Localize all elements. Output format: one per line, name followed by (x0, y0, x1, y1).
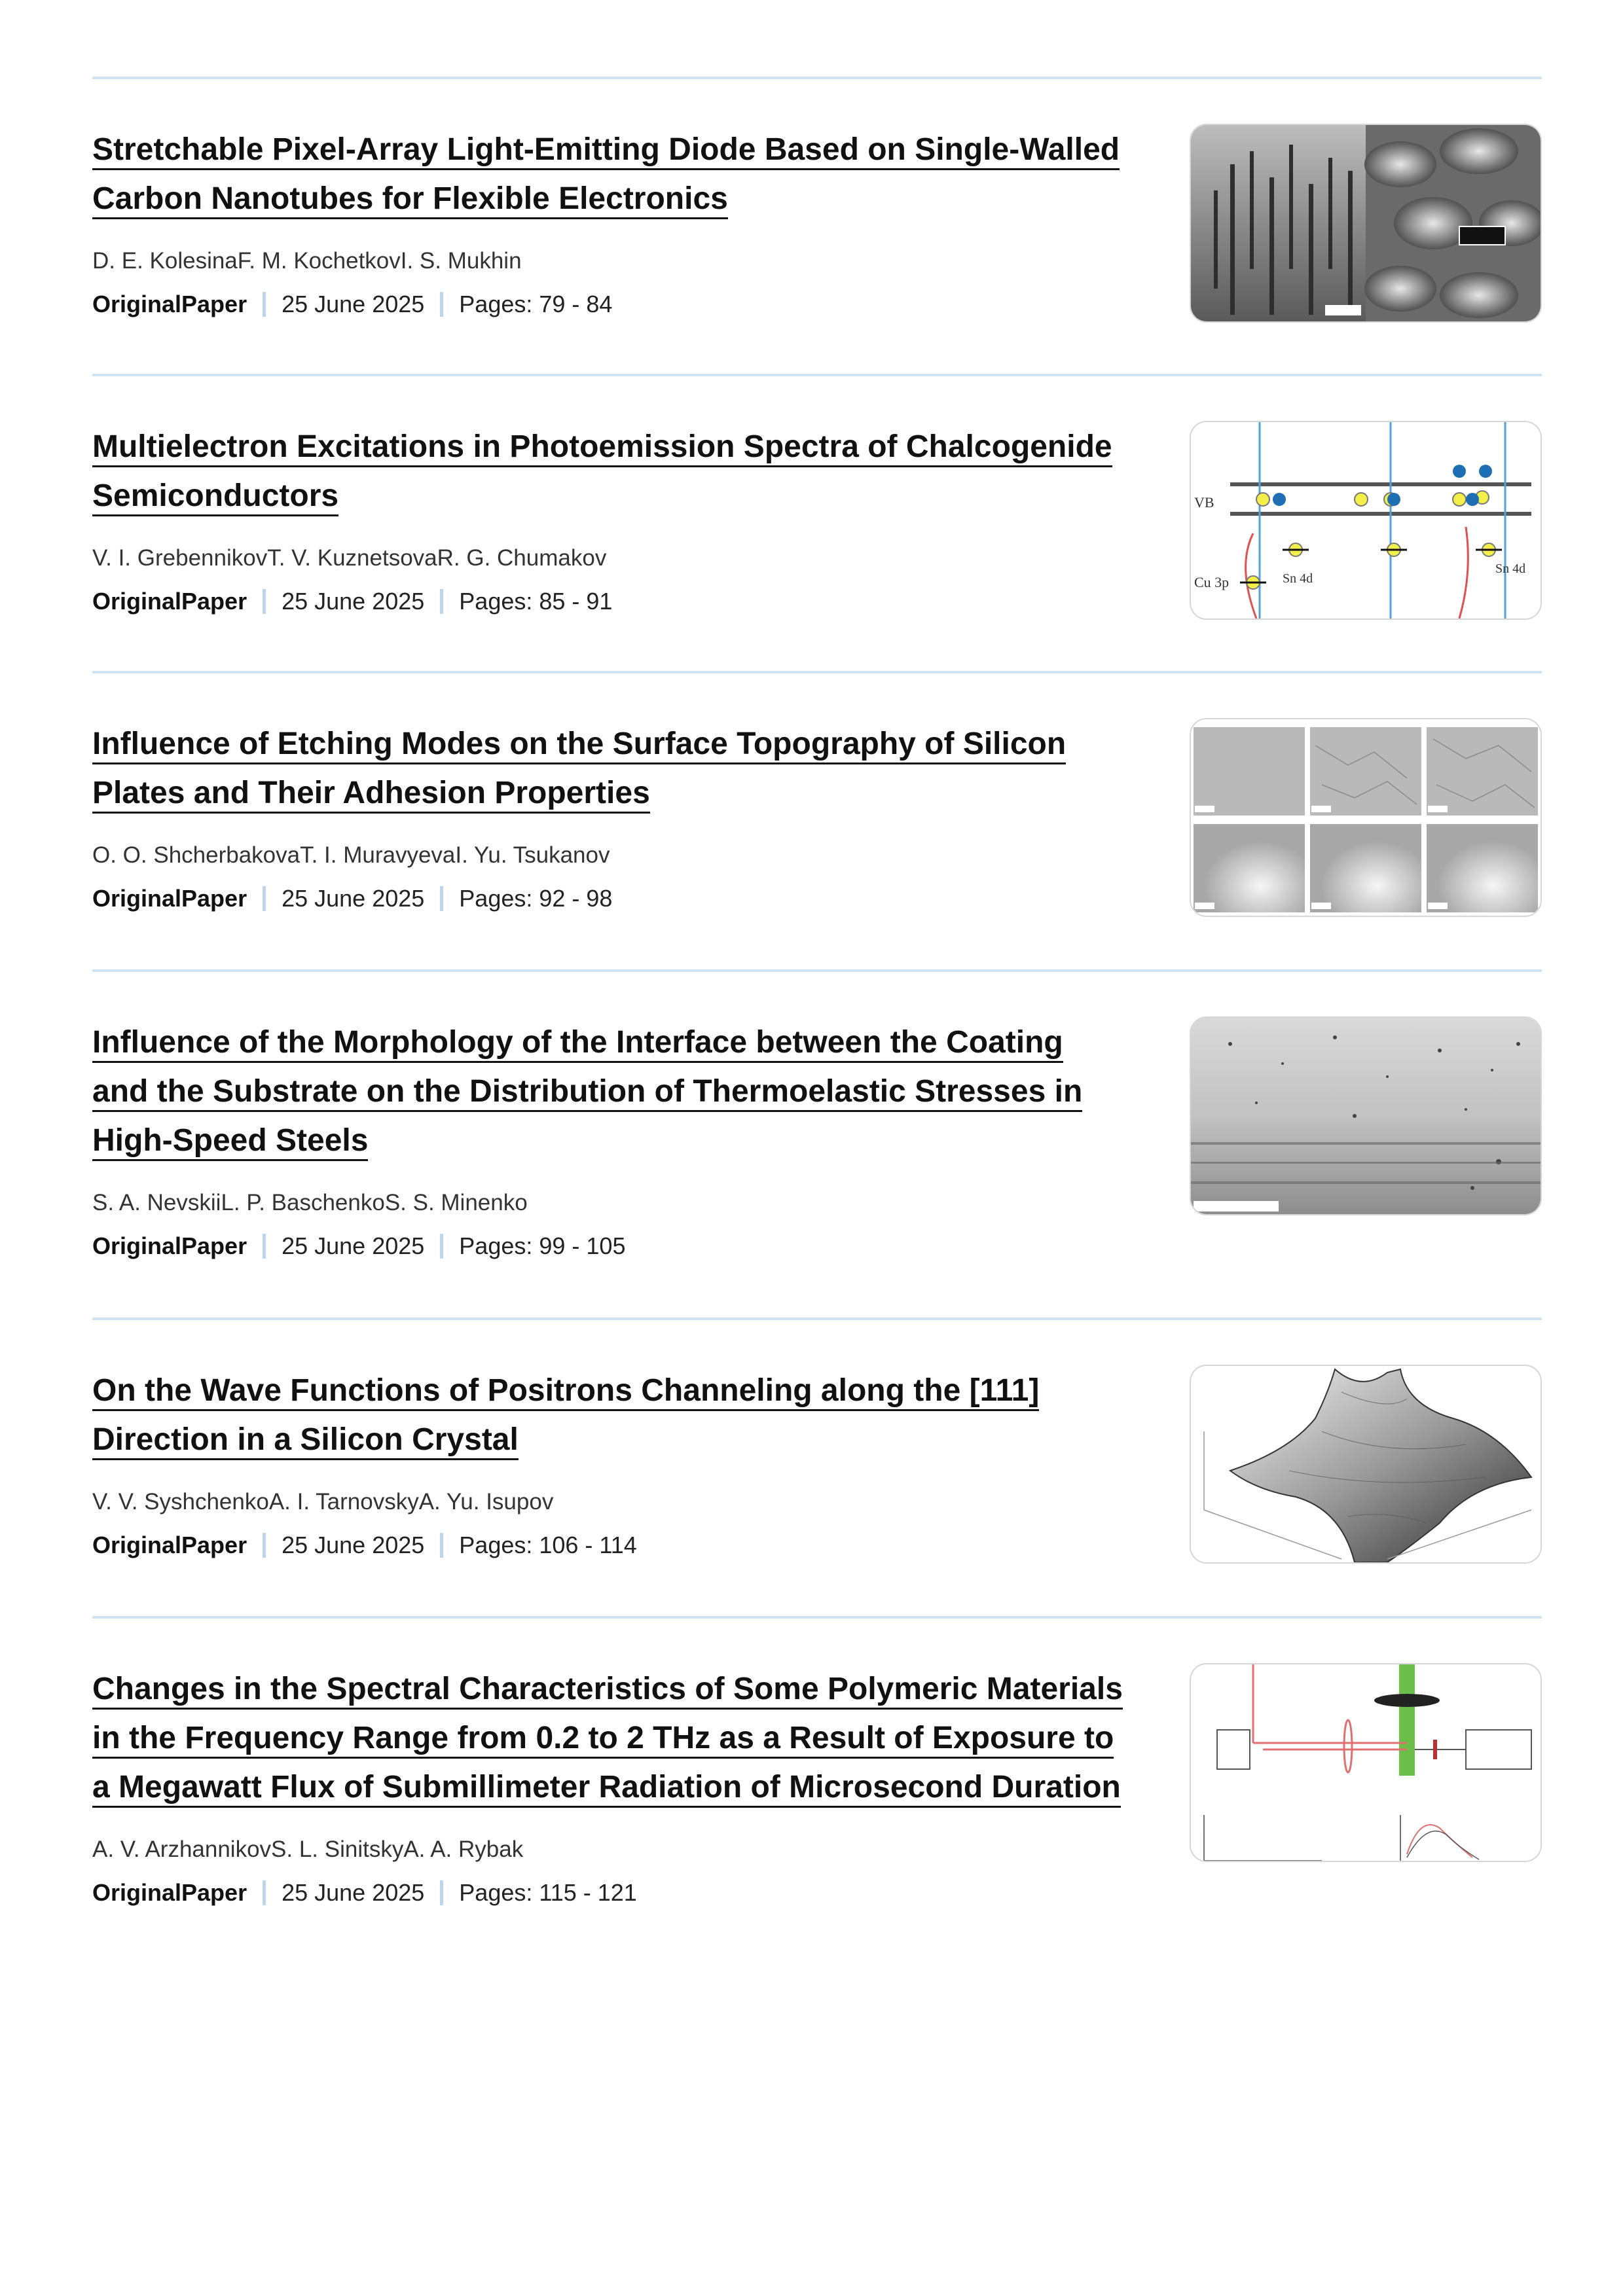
article-title-link[interactable]: On the Wave Functions of Positrons Channeling along the [111] Direction in a Silicon Crystal (92, 1366, 1127, 1464)
article-pages: Pages: 79 - 84 (459, 291, 613, 317)
article-authors: O. O. ShcherbakovaT. I. MuravyevaI. Yu. Tsukanov (92, 842, 610, 868)
meta-separator (263, 589, 266, 614)
meta-separator (440, 1533, 443, 1558)
thumb-label-sn1: Sn 4d (1283, 571, 1313, 586)
article-authors: S. A. NevskiiL. P. BaschenkoS. S. Minenko (92, 1190, 528, 1215)
article-type: OriginalPaper (92, 885, 247, 912)
meta-separator (263, 1880, 266, 1905)
article-authors: D. E. KolesinaF. M. KochetkovI. S. Mukhin (92, 248, 522, 274)
article-date: 25 June 2025 (282, 885, 425, 912)
article-type: OriginalPaper (92, 1532, 247, 1558)
article-title-link[interactable]: Influence of the Morphology of the Interface between the Coating and the Substrate on the Distribution of Thermoelastic Stresses in High-Speed Steels (92, 1018, 1127, 1165)
article-pages: Pages: 85 - 91 (459, 588, 613, 615)
surface-plot-image[interactable] (1190, 1365, 1542, 1564)
thumb-label-cu: Cu 3p (1194, 574, 1230, 590)
article-list (92, 77, 1542, 1985)
meta-separator (263, 1234, 266, 1259)
meta-separator (440, 589, 443, 614)
meta-separator (263, 292, 266, 317)
article-pages: Pages: 115 - 121 (459, 1879, 637, 1906)
list-item (92, 969, 1542, 1318)
thumb-label-sn2: Sn 4d (1495, 562, 1526, 576)
article-date: 25 June 2025 (282, 291, 425, 317)
list-item (92, 374, 1542, 671)
optical-setup-image[interactable] (1190, 1663, 1542, 1862)
article-title-link[interactable]: Multielectron Excitations in Photoemission Spectra of Chalcogenide Semiconductors (92, 422, 1127, 520)
article-pages: Pages: 99 - 105 (459, 1232, 626, 1259)
article-title-link[interactable]: Stretchable Pixel-Array Light-Emitting Diode Based on Single-Walled Carbon Nanotubes for Flexible Electronics (92, 125, 1127, 223)
article-date: 25 June 2025 (282, 588, 425, 615)
surface-micrograph-grid-image[interactable] (1190, 718, 1542, 917)
meta-separator (263, 1533, 266, 1558)
meta-separator (440, 1880, 443, 1905)
article-meta (92, 1878, 1542, 1907)
list-item (92, 1616, 1542, 1985)
article-type: OriginalPaper (92, 1232, 247, 1259)
list-item (92, 671, 1542, 969)
meta-separator (440, 886, 443, 911)
article-authors: V. I. GrebennikovT. V. KuznetsovaR. G. Chumakov (92, 545, 607, 571)
meta-separator (440, 1234, 443, 1259)
article-date: 25 June 2025 (282, 1232, 425, 1259)
article-date: 25 June 2025 (282, 1532, 425, 1558)
article-pages: Pages: 92 - 98 (459, 885, 613, 912)
steel-micrograph-image[interactable] (1190, 1016, 1542, 1215)
article-type: OriginalPaper (92, 1879, 247, 1906)
thumb-label-vb: VB (1194, 494, 1214, 511)
list-item (92, 77, 1542, 374)
article-authors: A. V. ArzhannikovS. L. SinitskyA. A. Rybak (92, 1837, 524, 1862)
article-date: 25 June 2025 (282, 1879, 425, 1906)
article-title-link[interactable]: Influence of Etching Modes on the Surface Topography of Silicon Plates and Their Adhesion Properties (92, 719, 1127, 817)
sem-nanowire-image[interactable] (1190, 124, 1542, 323)
meta-separator (440, 292, 443, 317)
list-item (92, 1318, 1542, 1616)
article-type: OriginalPaper (92, 291, 247, 317)
article-meta (92, 1232, 1542, 1261)
article-pages: Pages: 106 - 114 (459, 1532, 637, 1558)
article-title-link[interactable]: Changes in the Spectral Characteristics of Some Polymeric Materials in the Frequency Range from 0.2 to 2 THz as a Result of Exposure to a Megawatt Flux of Submillimeter Radiation of Microsecond Duration (92, 1664, 1127, 1812)
meta-separator (263, 886, 266, 911)
article-authors: V. V. SyshchenkoA. I. TarnovskyA. Yu. Isupov (92, 1489, 554, 1515)
band-diagram-image[interactable] (1190, 421, 1542, 620)
article-type: OriginalPaper (92, 588, 247, 615)
